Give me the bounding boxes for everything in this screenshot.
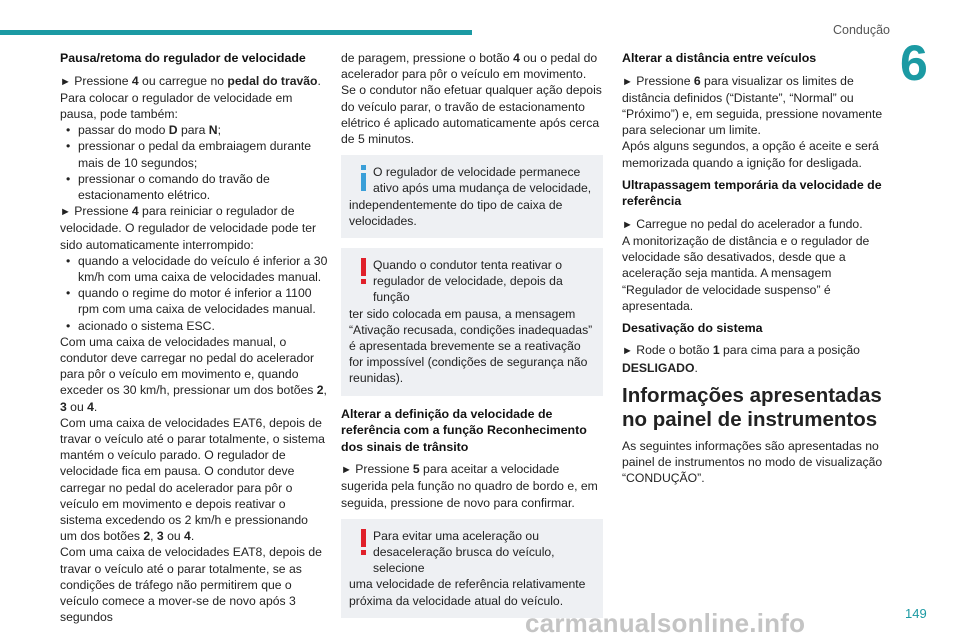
- heading-temporary-override: Ultrapassagem temporária da velocidade de referência: [622, 177, 882, 209]
- warning-note: [341, 248, 603, 396]
- paragraph: Com uma caixa de velocidades EAT8, depois de travar o veículo até o parar totalmente, se as condições de tráfego não permitirem que o veículo comece a mover-se de novo após 3 segundos: [60, 545, 322, 625]
- list-item: • quando o regime do motor é inferior a 1100 rpm com uma caixa de velocidades manual.: [60, 285, 328, 317]
- paragraph: ► Pressione 6 para visualizar os limites de distância definidos (“Distante”, “Normal” ou “Próximo”) e, em seguida, pressione novamente para selecionar um limite.: [622, 73, 883, 138]
- column-1: [60, 50, 328, 625]
- paragraph: ► Pressione 4 para reiniciar o regulador de velocidade. O regulador de velocidade pode ter sido automaticamente interrompido:: [60, 204, 317, 252]
- heading-pause-resume: Pausa/retoma do regulador de velocidade: [60, 51, 306, 65]
- list-item: • quando a velocidade do veículo é inferior a 30 km/h com uma caixa de velocidades manual.: [60, 253, 328, 285]
- list-item: • passar do modo D para N;: [60, 122, 328, 138]
- paragraph: Com uma caixa de velocidades EAT6, depois de travar o veículo até o parar totalmente, o sistema mantém o veículo parado. O regulador de velocidade fica em pausa. O condutor deve carregar no pedal do acelerador para pôr o veículo em movimento e depois reativar o sistema excedendo os 2 km/h e pressionando um dos botões 2, 3 ou 4.: [60, 415, 325, 544]
- note-text: Quando o condutor tenta reativar o regulador de velocidade, depois da função: [373, 258, 563, 305]
- warning-icon: [361, 258, 367, 285]
- list-item: • pressionar o pedal da embraiagem durante mais de 10 segundos;: [60, 138, 328, 170]
- paragraph: ► Pressione 4 ou carregue no pedal do travão.: [60, 73, 321, 88]
- paragraph: Com uma caixa de velocidades manual, o condutor deve carregar no pedal do acelerador para pôr o veículo em movimento e, quando exceder os 30 km/h, pressionar um dos botões 2, 3 ou 4.: [60, 334, 327, 414]
- warning-note: [341, 519, 603, 618]
- header-accent-bar: [0, 30, 472, 35]
- info-icon: [361, 165, 367, 192]
- arrow-icon: ►: [622, 218, 633, 231]
- bullet-list: [60, 253, 328, 334]
- paragraph: ► Carregue no pedal do acelerador a fundo.: [622, 216, 863, 231]
- chapter-number: 6: [900, 35, 928, 91]
- paragraph: Para colocar o regulador de velocidade em pausa, pode também:: [60, 90, 293, 121]
- paragraph: ► Pressione 5 para aceitar a velocidade sugerida pela função no quadro de bordo e, em seguida, pressione de novo para confirmar.: [341, 462, 598, 510]
- note-text: O regulador de velocidade permanece ativo após uma mudança de velocidade,: [373, 165, 592, 196]
- heading-distance: Alterar a distância entre veículos: [622, 51, 817, 65]
- list-item: • pressionar o comando do travão de estacionamento elétrico.: [60, 171, 328, 203]
- arrow-icon: ►: [60, 75, 71, 88]
- list-item: • acionado o sistema ESC.: [60, 318, 328, 334]
- note-text: Para evitar uma aceleração ou desaceleração brusca do veículo, selecione: [373, 528, 555, 576]
- watermark: carmanualsonline.info: [525, 608, 806, 638]
- bullet-list: [60, 122, 328, 203]
- paragraph: ► Rode o botão 1 para cima para a posição DESLIGADO.: [622, 343, 860, 375]
- heading-traffic-sign-recognition: Alterar a definição da velocidade de referência com a função Reconhecimento dos sinais de trânsito: [341, 406, 587, 454]
- paragraph: Se o condutor não efetuar qualquer ação depois do veículo parar, o travão de estacionamento elétrico é aplicado automaticamente após cerca de 5 minutos.: [341, 83, 602, 147]
- arrow-icon: ►: [622, 345, 633, 358]
- paragraph: de paragem, pressione o botão 4 ou o pedal do acelerador para pôr o veículo em movimento.: [341, 51, 598, 82]
- arrow-icon: ►: [341, 464, 352, 477]
- section-heading-instrument-panel: Informações apresentadas no painel de instrumentos: [622, 383, 882, 431]
- heading-deactivation: Desativação do sistema: [622, 320, 763, 335]
- note-text: ter sido colocada em pausa, a mensagem “Ativação recusada, condições inadequadas” é apresentada brevemente se a reativação for impossível (condições de segurança não reunidas).: [349, 306, 593, 386]
- note-text: independentemente do tipo de caixa de velocidades.: [349, 197, 563, 228]
- arrow-icon: ►: [60, 206, 71, 219]
- section-name: Condução: [833, 23, 890, 37]
- info-note: [341, 155, 603, 238]
- paragraph: A monitorização de distância e o regulador de velocidade são desativados, desde que a aceleração seja mantida. A mensagem “Regulador de velocidade suspenso” é apresentada.: [622, 233, 870, 313]
- arrow-icon: ►: [622, 75, 633, 88]
- paragraph: As seguintes informações são apresentadas no painel de instrumentos no modo de visualização “CONDUÇÃO”.: [622, 438, 883, 486]
- paragraph: Após alguns segundos, a opção é aceite e será memorizada quando a ignição for desligada.: [622, 139, 879, 170]
- column-2: [341, 50, 603, 628]
- page-number: 149: [905, 606, 927, 621]
- note-text: uma velocidade de referência relativamente próxima da velocidade atual do veículo.: [349, 577, 586, 608]
- column-3: [622, 50, 892, 486]
- warning-icon: [361, 529, 367, 556]
